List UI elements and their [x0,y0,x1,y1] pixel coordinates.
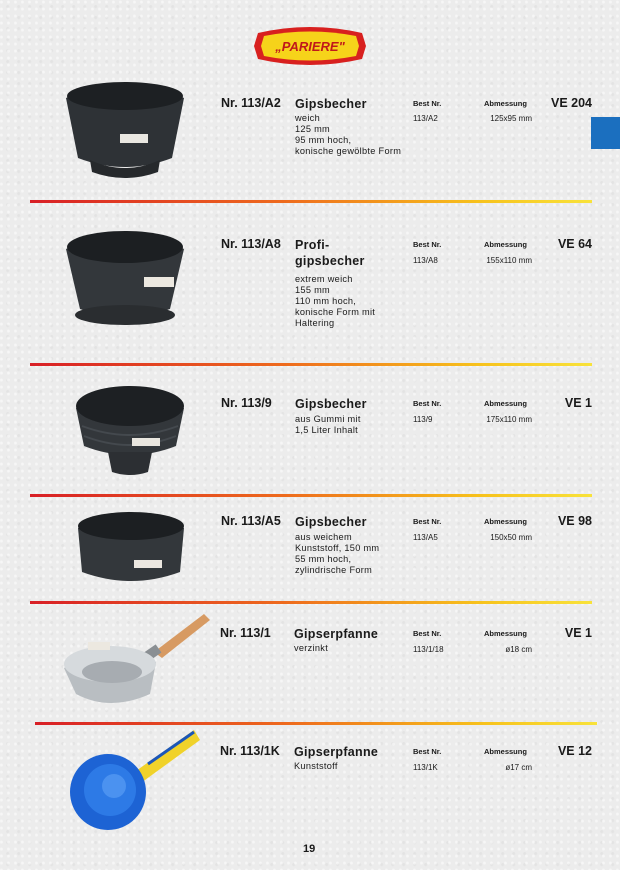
best-nr-value: 113/9 [413,415,433,424]
abmessung-label: Abmessung [484,517,527,526]
section-tab [591,117,620,149]
desc-line: 95 mm hoch, [295,135,352,145]
best-nr-label: Best Nr. [413,747,442,756]
title-line: Gipserpfanne [294,745,379,759]
best-nr-label: Best Nr. [413,399,442,408]
abmessung-value: ø17 cm [505,763,532,772]
desc-line: Kunststoff [294,761,338,771]
product-number: Nr. 113/A2 [221,96,281,110]
ve-value: VE 1 [564,626,592,640]
product-number: Nr. 113/9 [221,396,272,410]
desc-line: 125 mm [295,124,330,134]
product-title [294,744,404,760]
separator-line [30,494,592,497]
best-nr-label: Best Nr. [413,517,442,526]
product-description [294,643,424,654]
desc-line: 55 mm hoch, [295,554,352,564]
desc-line: Kunststoff, 150 mm [295,543,380,553]
best-nr-value: 113/A2 [413,114,438,123]
desc-line: konische gewölbte Form [295,146,402,156]
product-number: Nr. 113/1K [220,744,280,758]
desc-line: 110 mm hoch, [295,296,357,306]
separator-line [30,601,592,604]
product-number: Nr. 113/A8 [221,237,281,251]
title-line: Gipsbecher [295,515,367,529]
desc-line: extrem weich [295,274,353,284]
product-number: Nr. 113/1 [220,626,271,640]
abmessung-label: Abmessung [484,629,527,638]
desc-line: weich [295,113,320,123]
product-description [295,414,425,436]
best-nr-label: Best Nr. [413,240,442,249]
abmessung-label: Abmessung [484,747,527,756]
product-title [295,396,405,412]
separator-line [30,363,592,366]
title-line: Gipsbecher [295,397,367,411]
separator-line [35,722,597,725]
abmessung-value: 155x110 mm [486,256,532,265]
desc-line: Haltering [295,318,335,328]
product-description [294,761,424,772]
title-line: gipsbecher [295,254,365,268]
best-nr-label: Best Nr. [413,99,442,108]
abmessung-label: Abmessung [484,240,527,249]
ve-value: VE 12 [557,744,592,758]
ve-value: VE 98 [557,514,592,528]
logo-text: „PARIERE" [275,39,345,54]
abmessung-label: Abmessung [484,99,527,108]
separator-line [30,200,592,203]
desc-line: verzinkt [294,643,329,653]
product-description [295,113,425,157]
product-number: Nr. 113/A5 [221,514,281,528]
gummi-gipsbecher-image [72,382,188,480]
product-title [295,96,405,112]
desc-line: zylindrische Form [295,565,373,575]
desc-line: aus Gummi mit [295,414,361,424]
gipsbecher-image [60,80,190,188]
best-nr-value: 113/1K [413,763,438,772]
best-nr-label: Best Nr. [413,629,442,638]
product-description [295,532,425,576]
abmessung-value: 150x50 mm [490,533,532,542]
product-title [295,237,405,269]
best-nr-value: 113/A8 [413,256,438,265]
gipserpfanne-verzinkt-image [62,612,212,722]
page-number: 19 [303,843,316,855]
product-title [295,514,405,530]
ve-value: VE 64 [557,237,592,251]
desc-line: aus weichem [295,532,352,542]
gipserpfanne-kunststoff-image [68,730,202,842]
abmessung-value: ø18 cm [505,645,532,654]
desc-line: 1,5 Liter Inhalt [295,425,359,435]
product-description [295,274,425,329]
abmessung-value: 175x110 mm [486,415,532,424]
desc-line: 155 mm [295,285,330,295]
abmessung-label: Abmessung [484,399,527,408]
kunststoff-gipsbecher-image [74,510,188,590]
ve-value: VE 1 [564,396,592,410]
best-nr-value: 113/A5 [413,533,438,542]
pariere-logo [252,25,368,67]
desc-line: konische Form mit [295,307,376,317]
title-line: Gipsbecher [295,97,367,111]
best-nr-value: 113/1/18 [413,645,444,654]
abmessung-value: 125x95 mm [490,114,532,123]
ve-value: VE 204 [550,96,592,110]
profigipsbecher-image [62,227,188,335]
title-line: Gipserpfanne [294,627,379,641]
product-title [294,626,404,642]
title-line: Profi- [295,238,330,252]
